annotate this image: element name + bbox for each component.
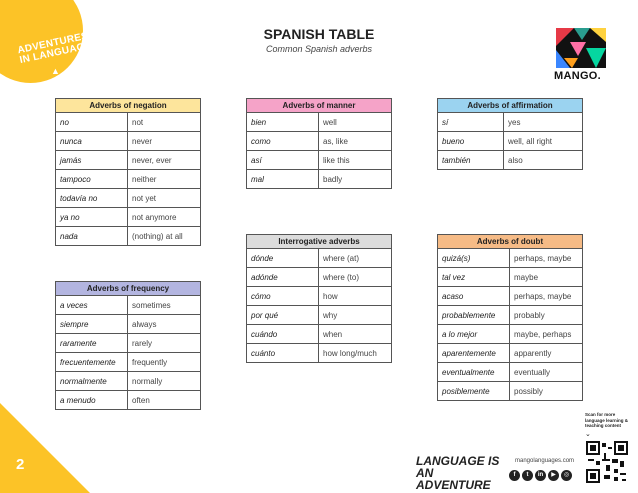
english-meaning: eventually — [510, 363, 583, 382]
english-meaning: where (to) — [319, 268, 392, 287]
table-row — [247, 268, 392, 287]
mango-logo-icon — [556, 28, 606, 68]
table-row — [56, 113, 201, 132]
spanish-term: normalmente — [56, 372, 128, 391]
table-row — [247, 249, 392, 268]
page-number: 2 — [16, 456, 25, 473]
spanish-term: mal — [247, 170, 319, 189]
table-frequency — [55, 281, 201, 410]
facebook-icon[interactable]: f — [509, 470, 520, 481]
table-row — [56, 315, 201, 334]
page-title: SPANISH TABLE — [263, 26, 375, 42]
english-meaning: well, all right — [504, 132, 583, 151]
spanish-term: nada — [56, 227, 128, 246]
table-row — [438, 268, 583, 287]
scan-caption: Scan for more language learning & teaching content — [585, 412, 629, 428]
table-row — [247, 113, 392, 132]
english-meaning: frequently — [128, 353, 201, 372]
table-row — [56, 296, 201, 315]
language-adventure-logo: LANGUAGE IS AN ADVENTURE — [416, 454, 500, 492]
spanish-term: quizá(s) — [438, 249, 510, 268]
table-row — [56, 391, 201, 410]
english-meaning: badly — [319, 170, 392, 189]
english-meaning: also — [504, 151, 583, 170]
table-interrogative — [246, 234, 392, 363]
spanish-term: bien — [247, 113, 319, 132]
table-title: Interrogative adverbs — [247, 235, 392, 249]
table-row — [438, 382, 583, 401]
english-meaning: not anymore — [128, 208, 201, 227]
spanish-term: eventualmente — [438, 363, 510, 382]
english-meaning: perhaps, maybe — [510, 249, 583, 268]
spanish-term: a lo mejor — [438, 325, 510, 344]
spanish-term: jamás — [56, 151, 128, 170]
english-meaning: how — [319, 287, 392, 306]
spanish-term: cómo — [247, 287, 319, 306]
table-row — [56, 372, 201, 391]
spanish-term: sí — [438, 113, 504, 132]
spanish-term: no — [56, 113, 128, 132]
table-row — [247, 151, 392, 170]
table-title: Adverbs of manner — [247, 99, 392, 113]
english-meaning: sometimes — [128, 296, 201, 315]
table-row — [56, 189, 201, 208]
english-meaning: not yet — [128, 189, 201, 208]
table-row — [247, 287, 392, 306]
spanish-term: por qué — [247, 306, 319, 325]
table-row — [56, 132, 201, 151]
table-row — [247, 132, 392, 151]
spanish-term: siempre — [56, 315, 128, 334]
spanish-term: frecuentemente — [56, 353, 128, 372]
english-meaning: well — [319, 113, 392, 132]
hat-icon: ▲ — [51, 66, 60, 76]
corner-decoration — [0, 403, 90, 493]
english-meaning: always — [128, 315, 201, 334]
english-meaning: normally — [128, 372, 201, 391]
spanish-term: aparentemente — [438, 344, 510, 363]
spanish-term: posiblemente — [438, 382, 510, 401]
table-row — [247, 306, 392, 325]
table-row — [56, 334, 201, 353]
page-subtitle: Common Spanish adverbs — [265, 44, 373, 54]
social-icons — [509, 470, 572, 481]
english-meaning: often — [128, 391, 201, 410]
qr-code[interactable] — [586, 441, 628, 483]
english-meaning: when — [319, 325, 392, 344]
spanish-term: acaso — [438, 287, 510, 306]
table-row — [247, 325, 392, 344]
table-doubt — [437, 234, 583, 401]
table-row — [247, 170, 392, 189]
table-title: Adverbs of frequency — [56, 282, 201, 296]
instagram-icon[interactable]: ◎ — [561, 470, 572, 481]
table-row — [247, 344, 392, 363]
table-row — [56, 170, 201, 189]
english-meaning: possibly — [510, 382, 583, 401]
spanish-term: cuándo — [247, 325, 319, 344]
adventures-badge-text: ADVENTURES IN LANGUAGE — [16, 30, 93, 67]
table-row — [438, 325, 583, 344]
english-meaning: as, like — [319, 132, 392, 151]
youtube-icon[interactable]: ▶ — [548, 470, 559, 481]
table-title: Adverbs of affirmation — [438, 99, 583, 113]
spanish-term: dónde — [247, 249, 319, 268]
table-negation — [55, 98, 201, 246]
english-meaning: how long/much — [319, 344, 392, 363]
english-meaning: probably — [510, 306, 583, 325]
mango-wordmark: MANGO. — [554, 70, 602, 82]
english-meaning: apparently — [510, 344, 583, 363]
spanish-term: bueno — [438, 132, 504, 151]
english-meaning: why — [319, 306, 392, 325]
spanish-term: así — [247, 151, 319, 170]
spanish-term: a veces — [56, 296, 128, 315]
linkedin-icon[interactable]: in — [535, 470, 546, 481]
english-meaning: never, ever — [128, 151, 201, 170]
table-row — [438, 344, 583, 363]
spanish-term: también — [438, 151, 504, 170]
table-row — [56, 353, 201, 372]
table-manner — [246, 98, 392, 189]
table-row — [56, 227, 201, 246]
spanish-term: tampoco — [56, 170, 128, 189]
table-row — [438, 132, 583, 151]
table-row — [56, 208, 201, 227]
table-row — [438, 363, 583, 382]
table-row — [438, 151, 583, 170]
english-meaning: where (at) — [319, 249, 392, 268]
english-meaning: neither — [128, 170, 201, 189]
table-title: Adverbs of doubt — [438, 235, 583, 249]
english-meaning: maybe — [510, 268, 583, 287]
spanish-term: ya no — [56, 208, 128, 227]
table-row — [56, 151, 201, 170]
spanish-term: raramente — [56, 334, 128, 353]
spanish-term: adónde — [247, 268, 319, 287]
english-meaning: not — [128, 113, 201, 132]
english-meaning: (nothing) at all — [128, 227, 201, 246]
english-meaning: rarely — [128, 334, 201, 353]
spanish-term: como — [247, 132, 319, 151]
english-meaning: never — [128, 132, 201, 151]
english-meaning: perhaps, maybe — [510, 287, 583, 306]
chevron-down-icon: ⌄ — [585, 431, 591, 438]
table-row — [438, 306, 583, 325]
english-meaning: maybe, perhaps — [510, 325, 583, 344]
table-affirmation — [437, 98, 583, 170]
website-link[interactable]: mangolanguages.com — [515, 458, 575, 464]
table-row — [438, 287, 583, 306]
english-meaning: yes — [504, 113, 583, 132]
table-title: Adverbs of negation — [56, 99, 201, 113]
spanish-term: a menudo — [56, 391, 128, 410]
twitter-icon[interactable]: t — [522, 470, 533, 481]
english-meaning: like this — [319, 151, 392, 170]
spanish-term: tal vez — [438, 268, 510, 287]
spanish-term: todavía no — [56, 189, 128, 208]
table-row — [438, 249, 583, 268]
spanish-term: nunca — [56, 132, 128, 151]
spanish-term: cuánto — [247, 344, 319, 363]
spanish-term: probablemente — [438, 306, 510, 325]
table-row — [438, 113, 583, 132]
